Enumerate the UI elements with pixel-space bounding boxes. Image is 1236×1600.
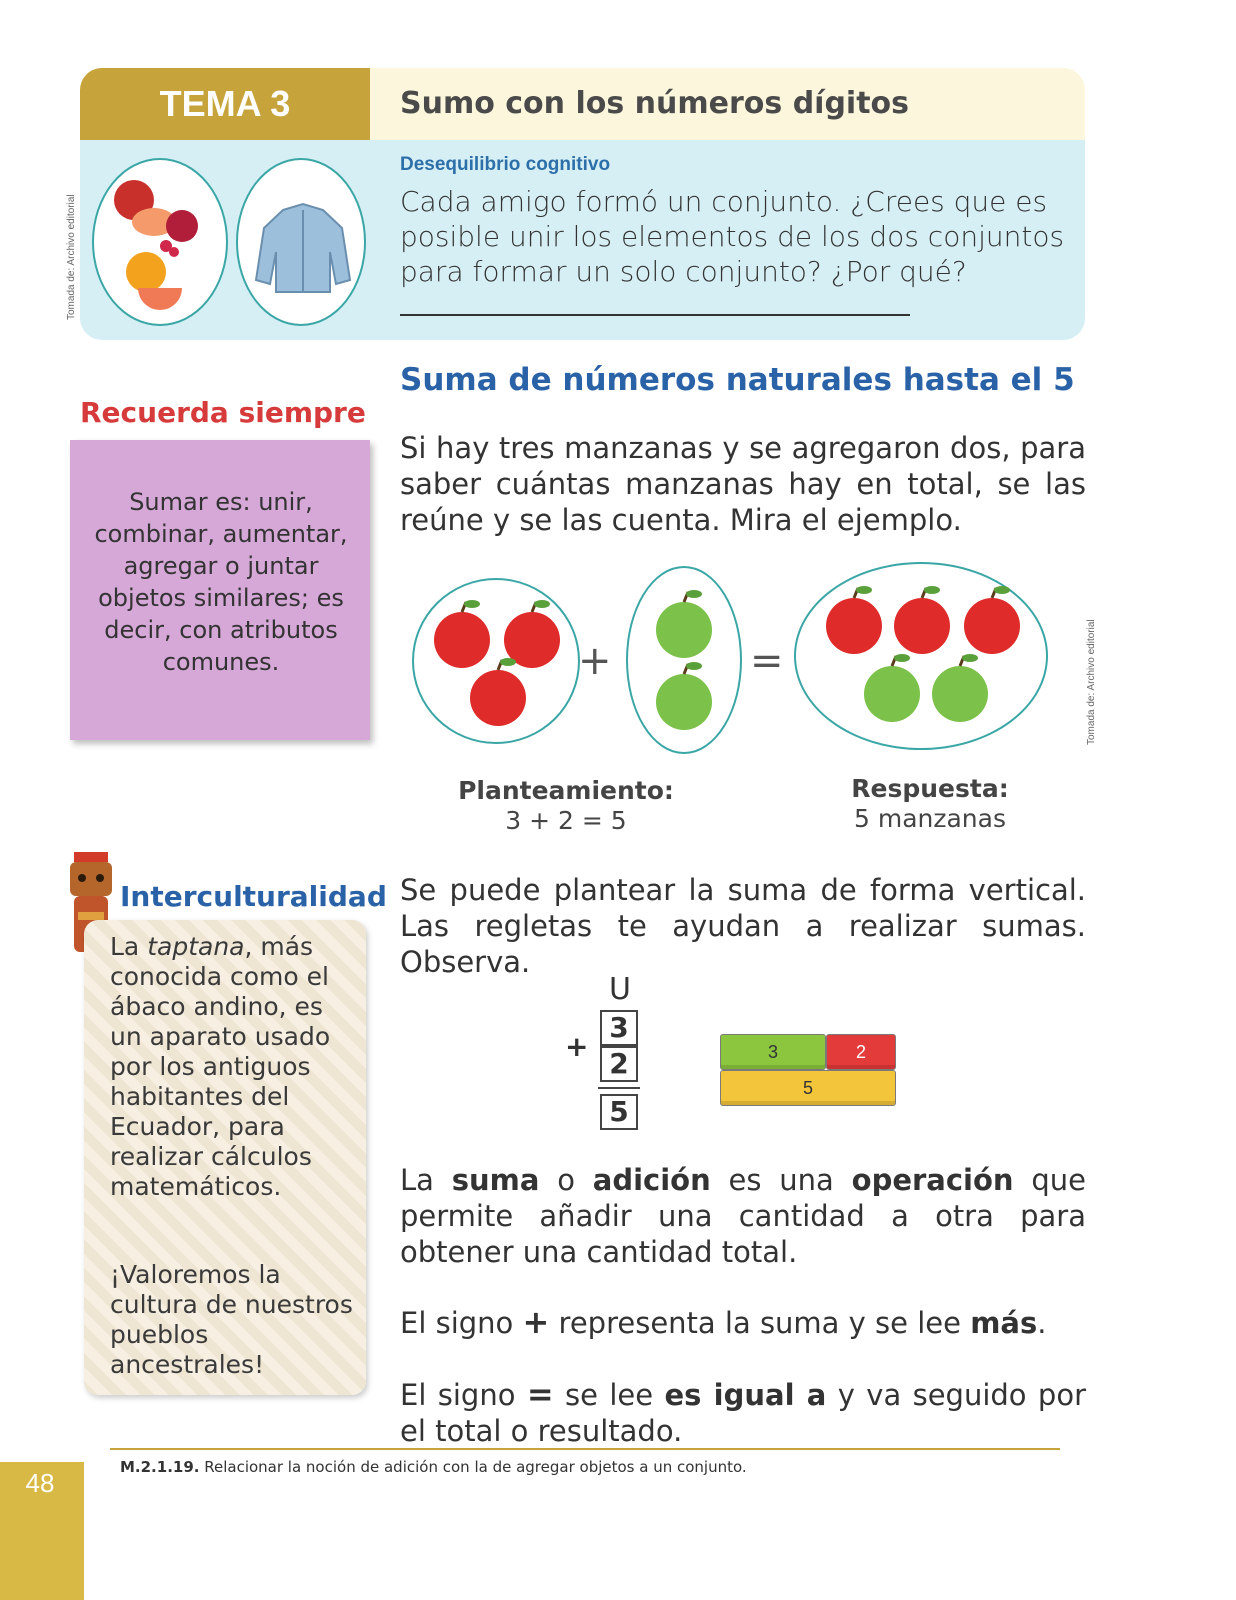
- answer-line[interactable]: [400, 290, 910, 316]
- fruits-illustration: [94, 160, 230, 328]
- planteamiento-value: 3 + 2 = 5: [505, 806, 627, 835]
- text-fragment: .: [1037, 1306, 1047, 1340]
- cognitive-question: [400, 184, 1070, 324]
- jacket-illustration: [238, 160, 368, 328]
- bold-term: es igual a: [664, 1378, 827, 1412]
- definition-paragraph: [400, 1162, 1086, 1270]
- plus-symbol: +: [522, 1303, 550, 1341]
- equals-sign-paragraph: [400, 1376, 1086, 1449]
- tema-label: TEMA 3: [159, 83, 291, 124]
- text-fragment: La: [400, 1163, 452, 1197]
- vertical-plus: +: [565, 1030, 589, 1063]
- cognitive-heading: Desequilibrio cognitivo: [400, 154, 611, 175]
- inter-title: Interculturalidad: [120, 880, 387, 913]
- apple-icon: [964, 586, 1020, 654]
- apple-icon: [656, 662, 712, 730]
- apple-icon: [434, 600, 490, 668]
- plus-sign-paragraph: [400, 1304, 1086, 1341]
- page-title: Sumo con los números dígitos: [400, 86, 910, 121]
- equals-sign: =: [750, 638, 784, 684]
- red-apples-set: [412, 578, 580, 744]
- green-apples-illustration: [628, 568, 744, 756]
- addend-1: 3: [600, 1010, 638, 1046]
- bold-term: más: [970, 1306, 1038, 1340]
- green-apples-set: [626, 566, 742, 754]
- respuesta-value: 5 manzanas: [853, 804, 1006, 833]
- recuerda-title: Recuerda siempre: [80, 396, 366, 429]
- planteamiento-label: Planteamiento:: [458, 776, 674, 805]
- italic-term: taptana: [147, 932, 245, 961]
- sum-result: 5: [600, 1094, 638, 1130]
- sum-line: [598, 1087, 640, 1089]
- bold-term: adición: [592, 1163, 711, 1197]
- respuesta-label: Respuesta:: [851, 774, 1009, 803]
- tema-header: [80, 68, 370, 140]
- footer-divider: [110, 1448, 1060, 1450]
- rod-red: 2: [826, 1034, 896, 1070]
- equals-symbol: =: [526, 1375, 554, 1413]
- plus-sign: +: [578, 638, 612, 684]
- objective-text: Relacionar la noción de adición con la de agregar objetos a un conjunto.: [199, 1458, 747, 1476]
- text-fragment: o: [539, 1163, 593, 1197]
- text-fragment: se lee: [553, 1378, 665, 1412]
- apple-icon: [864, 654, 920, 722]
- photo-credit: Tomada de: Archivo editorial: [66, 194, 77, 320]
- rod-green: 3: [720, 1034, 826, 1070]
- text-fragment: El signo: [400, 1306, 523, 1340]
- text-fragment: que permite añadir una cantidad a otra para obtener una cantidad total.: [400, 1163, 1086, 1269]
- photo-credit-2: Tomada de: Archivo editorial: [1086, 619, 1097, 745]
- fruit-set: [92, 158, 228, 326]
- apple-icon: [826, 586, 882, 654]
- recuerda-text: Sumar es: unir, combinar, aumentar, agregar o juntar objetos similares; es decir, con atributos comunes.: [94, 488, 348, 676]
- apple-icon: [932, 654, 988, 722]
- vertical-paragraph: Se puede plantear la suma de forma vertical. Las regletas te ayudan a realizar sumas. Observa.: [400, 873, 1086, 979]
- inter-closing: ¡Valoremos la cultura de nuestros pueblos ancestrales!: [110, 1260, 353, 1379]
- footer-objective: [120, 1458, 747, 1476]
- bold-term: operación: [851, 1163, 1014, 1197]
- apple-icon: [504, 600, 560, 668]
- inter-text: [110, 932, 360, 1202]
- page-number: 48: [25, 1468, 55, 1498]
- bold-term: suma: [451, 1163, 540, 1197]
- total-apples-illustration: [796, 564, 1050, 752]
- total-apples-set: [794, 562, 1048, 750]
- title-strip: [370, 68, 1085, 140]
- unit-header: U: [609, 972, 631, 1007]
- text-fragment: representa la suma y se lee: [549, 1306, 971, 1340]
- addend-2: 2: [600, 1046, 638, 1082]
- rod-yellow: 5: [720, 1070, 896, 1106]
- objective-code: M.2.1.19.: [120, 1458, 200, 1476]
- red-apples-illustration: [414, 580, 582, 746]
- text-fragment: es una: [710, 1163, 852, 1197]
- text-fragment: La: [110, 932, 148, 961]
- text-fragment: , más conocida como el ábaco andino, es un aparato usado por los antiguos habitantes del Ecuador, para realizar cálculos matemáticos.: [110, 932, 331, 1201]
- apple-icon: [894, 586, 950, 654]
- cognitive-question-text: Cada amigo formó un conjunto. ¿Crees que es posible unir los elementos de los dos conjuntos para formar un solo conjunto? ¿Por qué?: [400, 185, 1065, 288]
- text-fragment: El signo: [400, 1378, 527, 1412]
- apple-icon: [656, 590, 712, 658]
- text-fragment: y va seguido por el total o resultado.: [400, 1378, 1086, 1448]
- apple-icon: [470, 658, 526, 726]
- intro-paragraph: Si hay tres manzanas y se agregaron dos, para saber cuántas manzanas hay en total, se las reúne y se las cuenta. Mira el ejemplo.: [400, 431, 1086, 537]
- section-title: Suma de números naturales hasta el 5: [400, 362, 1075, 398]
- clothing-set: [236, 158, 366, 326]
